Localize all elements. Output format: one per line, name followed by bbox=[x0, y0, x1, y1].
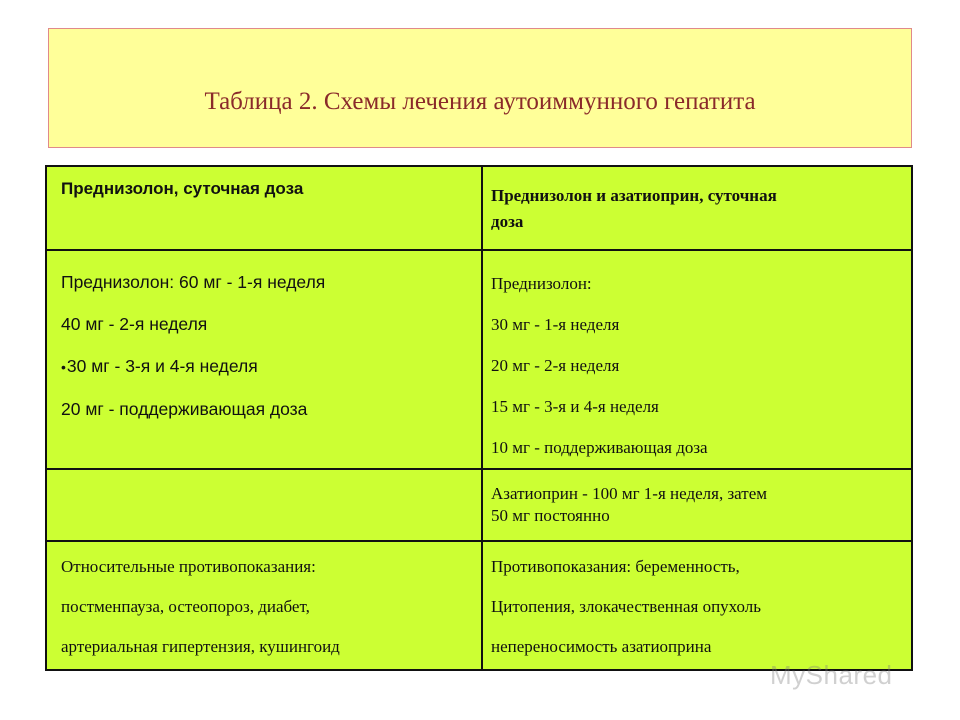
table-row-divider-3 bbox=[47, 540, 911, 542]
header-combination-line-2: доза bbox=[491, 212, 524, 231]
header-combination-line-1: Преднизолон и азатиоприн, суточная bbox=[491, 186, 777, 205]
prednisolone-regimen-cell bbox=[61, 261, 325, 430]
regimen-line-maintenance: 20 мг - поддерживающая доза bbox=[61, 399, 308, 419]
relative-contraindications-cell bbox=[61, 547, 340, 667]
relative-contraindications-line-2: постменпауза, остеопороз, диабет, bbox=[61, 597, 310, 616]
table-row-divider-1 bbox=[47, 249, 911, 251]
header-combination-cell bbox=[491, 183, 777, 235]
header-prednisolone-text: Преднизолон, суточная доза bbox=[61, 179, 304, 198]
azathioprine-line-1: Азатиоприн - 100 мг 1-я неделя, затем bbox=[491, 484, 768, 503]
contraindications-line-2: Цитопения, злокачественная опухоль bbox=[491, 597, 762, 616]
combo-regimen-maintenance: 10 мг - поддерживающая доза bbox=[491, 438, 708, 457]
table-column-divider bbox=[481, 167, 483, 669]
azathioprine-line-2: 50 мг постоянно bbox=[491, 506, 610, 525]
watermark-logo: MyShared bbox=[770, 660, 893, 690]
contraindications-line-3: непереносимость азатиоприна bbox=[491, 637, 712, 656]
table-row-divider-2 bbox=[47, 468, 911, 470]
regimen-line-week3-4 bbox=[61, 345, 325, 388]
slide-title-box bbox=[48, 28, 912, 148]
combo-regimen-week2: 20 мг - 2-я неделя bbox=[491, 356, 620, 375]
combo-regimen-week1: 30 мг - 1-я неделя bbox=[491, 315, 620, 334]
slide-title: Таблица 2. Схемы лечения аутоиммунного гепатита bbox=[204, 88, 756, 115]
contraindications-cell bbox=[491, 547, 761, 667]
azathioprine-cell bbox=[491, 483, 767, 527]
combo-regimen-week3-4: 15 мг - 3-я и 4-я неделя bbox=[491, 397, 659, 416]
regimen-line-week2: 40 мг - 2-я неделя bbox=[61, 314, 208, 334]
regimen-line-week3-4-text: 30 мг - 3-я и 4-я неделя bbox=[66, 356, 258, 376]
relative-contraindications-line-1: Относительные противопоказания: bbox=[61, 557, 316, 576]
header-prednisolone-cell bbox=[61, 179, 303, 199]
combo-regimen-heading: Преднизолон: bbox=[491, 274, 592, 293]
regimen-line-week1: Преднизолон: 60 мг - 1-я неделя bbox=[61, 272, 326, 292]
treatment-table bbox=[45, 165, 913, 671]
contraindications-line-1: Противопоказания: беременность, bbox=[491, 557, 740, 576]
bullet-icon: • bbox=[61, 359, 66, 375]
relative-contraindications-line-3: артериальная гипертензия, кушингоид bbox=[61, 637, 340, 656]
combination-prednisolone-cell bbox=[491, 263, 708, 468]
